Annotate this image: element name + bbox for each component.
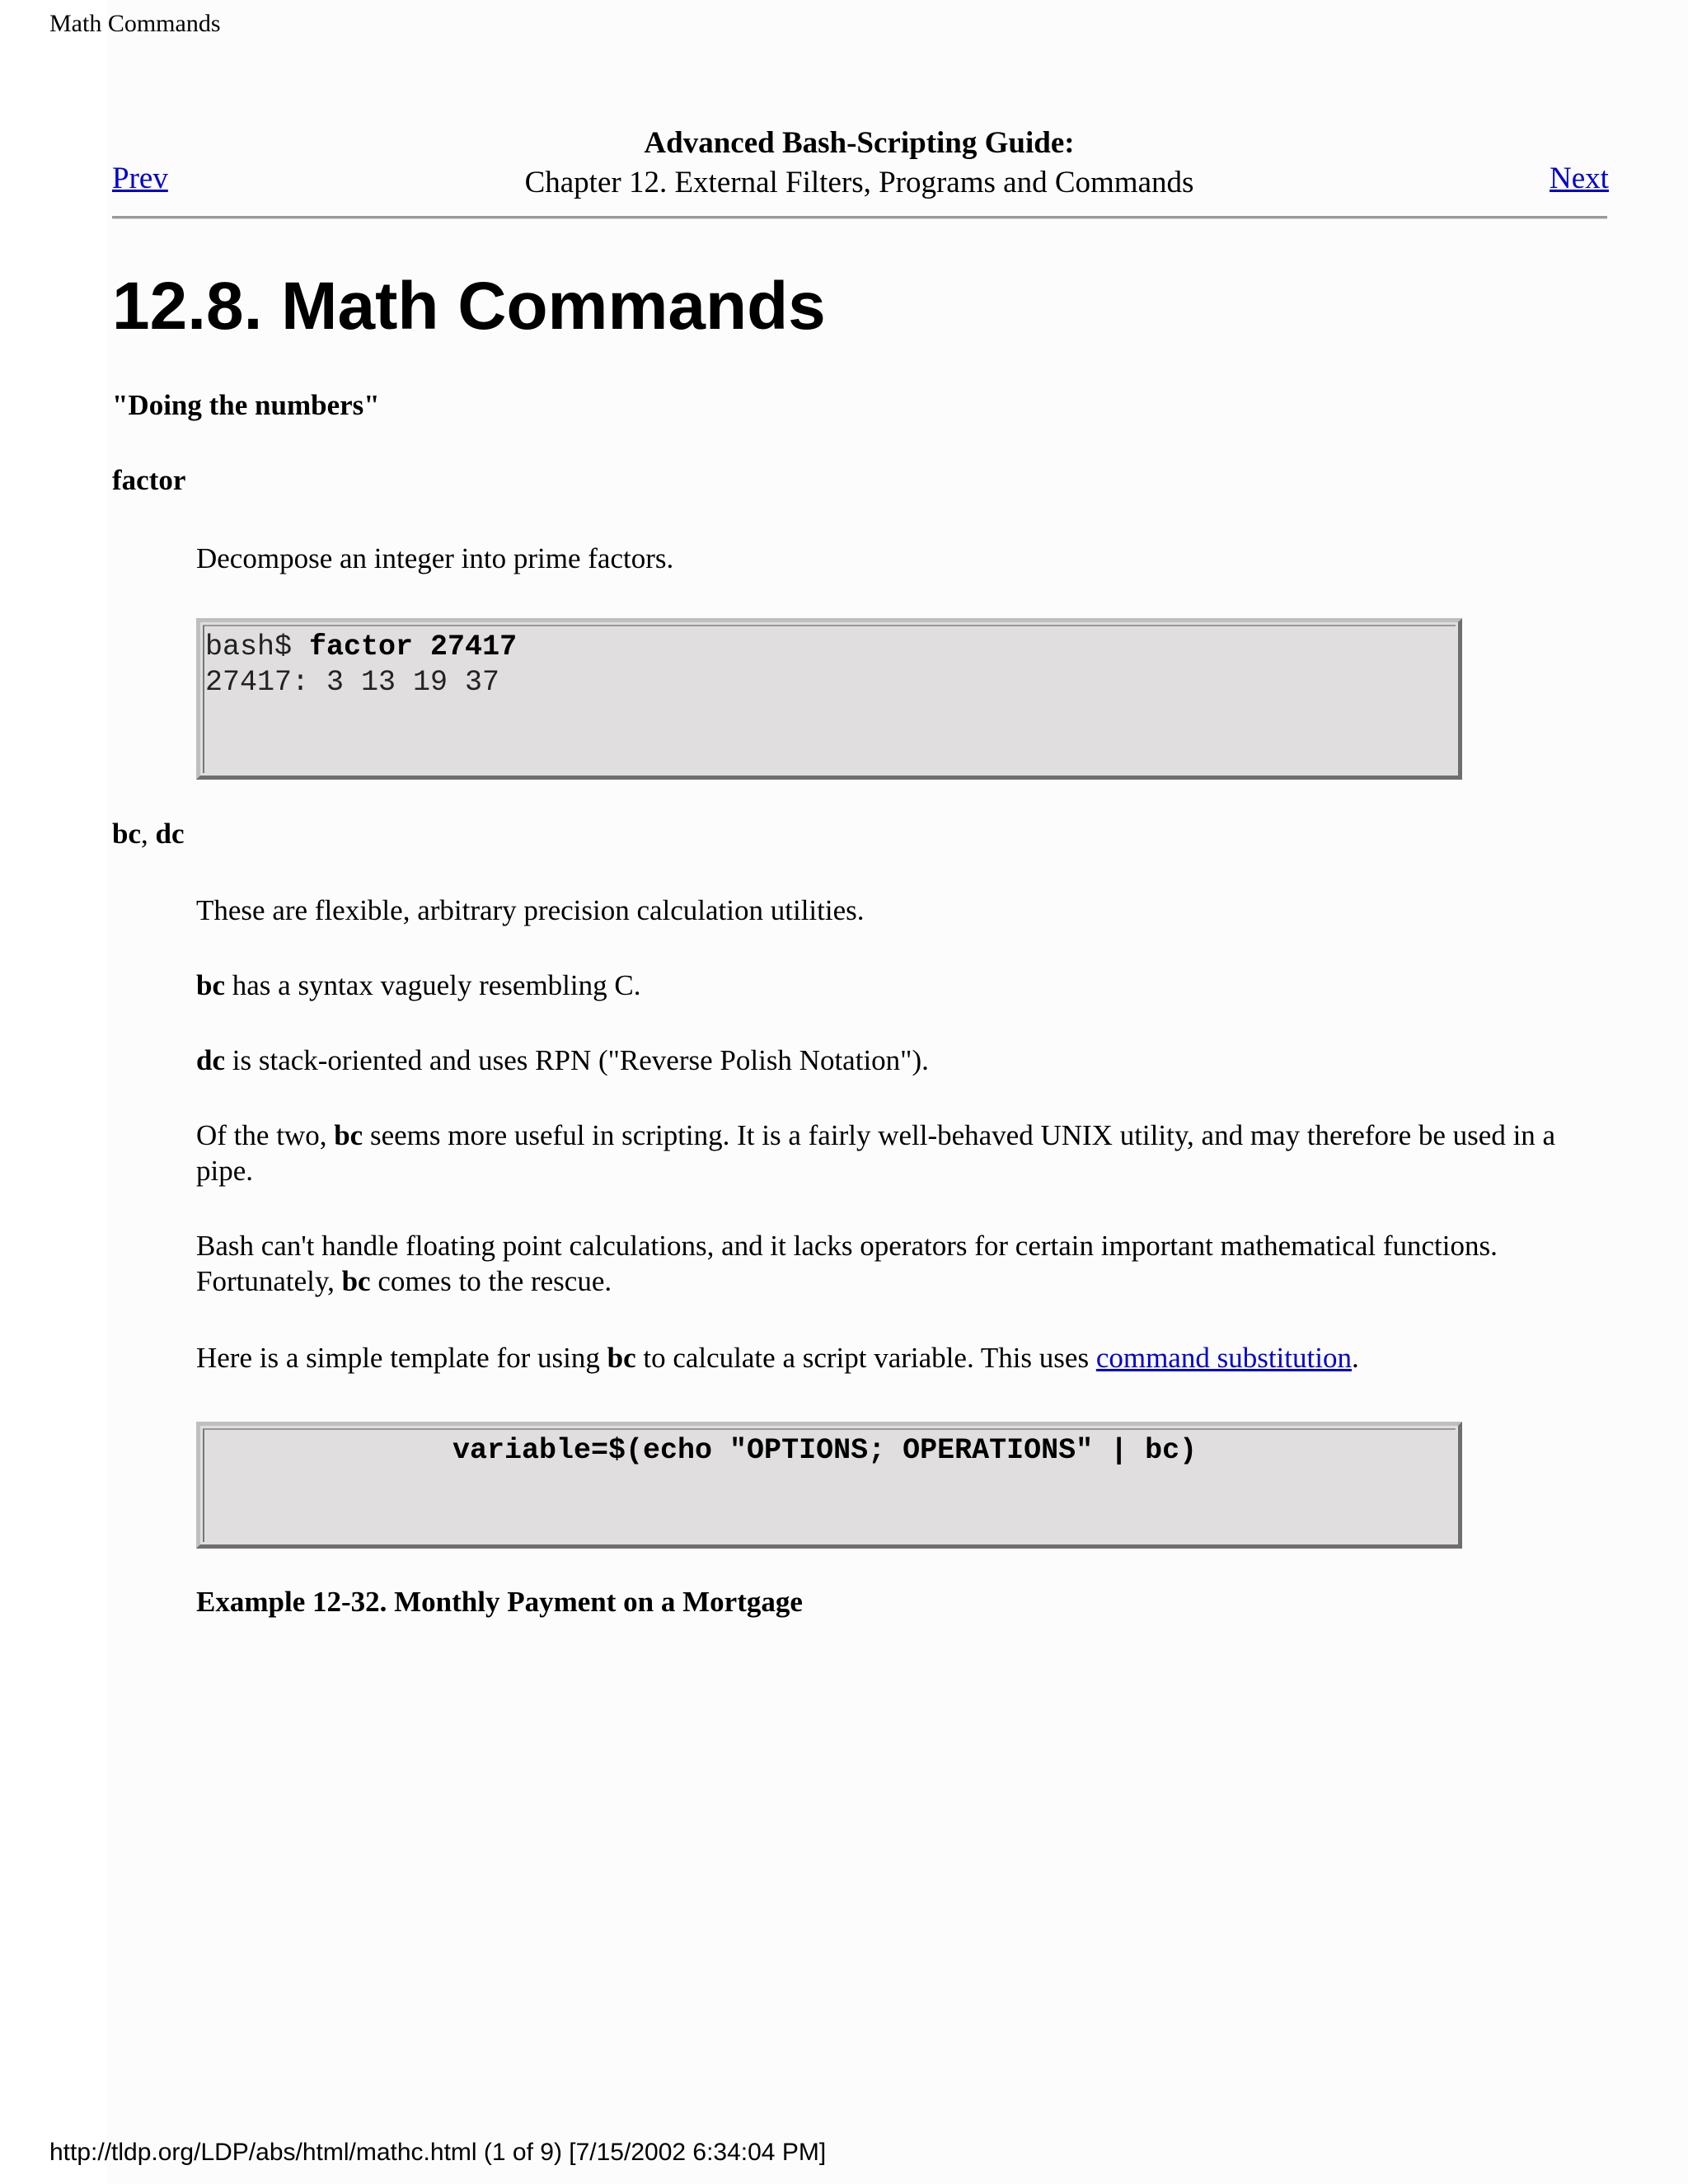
paragraph-text: has a syntax vaguely resembling C. — [225, 969, 641, 1001]
guide-title: Advanced Bash-Scripting Guide: — [644, 126, 1075, 160]
bc-command: bc — [341, 1265, 371, 1297]
factor-example-box — [196, 618, 1462, 780]
template-paragraph — [196, 1340, 1610, 1376]
bc-command: bc — [334, 1119, 363, 1151]
next-link[interactable]: Next — [1550, 162, 1609, 195]
paragraph-text: to calculate a script variable. This uses — [635, 1342, 1096, 1374]
template-code-box — [196, 1422, 1462, 1549]
bc-command: bc — [196, 969, 225, 1001]
term-separator: , — [141, 818, 156, 850]
navigation-header — [0, 124, 1688, 203]
prev-link[interactable]: Prev — [112, 162, 168, 195]
factor-output: 27417: 3 13 19 37 — [205, 666, 500, 699]
chapter-title: Chapter 12. External Filters, Programs and Commands — [524, 166, 1194, 199]
factor-command: factor 27417 — [309, 630, 518, 663]
header-divider — [112, 216, 1607, 219]
bc-dc-description: These are flexible, arbitrary precision calculation utilities. — [196, 894, 865, 926]
term-factor: factor — [112, 464, 186, 496]
paragraph-text: comes to the rescue. — [370, 1265, 612, 1297]
term-dc: dc — [155, 818, 185, 850]
example-title: Example 12-32. Monthly Payment on a Mortgage — [196, 1586, 803, 1618]
dc-rpn-paragraph — [196, 1043, 1610, 1078]
running-header: Math Commands — [49, 10, 221, 37]
bc-syntax-paragraph — [196, 968, 1610, 1003]
template-code: variable=$(echo "OPTIONS; OPERATIONS" | bc) — [452, 1434, 1198, 1467]
running-footer: http://tldp.org/LDP/abs/html/mathc.html (1 of 9) [7/15/2002 6:34:04 PM] — [49, 2139, 827, 2166]
paragraph-text: seems more useful in scripting. It is a fairly well-behaved UNIX utility, and may therefore be used in a pipe. — [196, 1119, 1556, 1187]
factor-example-code — [205, 630, 517, 701]
section-epigraph: "Doing the numbers" — [112, 389, 380, 421]
floating-point-paragraph — [196, 1228, 1610, 1299]
paragraph-text: Here is a simple template for using — [196, 1342, 607, 1374]
term-bc-dc — [112, 816, 185, 852]
bc-command: bc — [607, 1342, 636, 1374]
section-title: 12.8. Math Commands — [112, 269, 826, 344]
term-bc: bc — [112, 818, 141, 850]
paragraph-text: Bash can't handle floating point calculations, and it lacks operators for certain important mathematical functions. Fortunately, — [196, 1230, 1498, 1297]
bc-scripting-paragraph — [196, 1118, 1610, 1188]
dc-command: dc — [196, 1044, 225, 1076]
paragraph-text: . — [1351, 1342, 1359, 1374]
factor-description: Decompose an integer into prime factors. — [196, 542, 674, 574]
paragraph-text: Of the two, — [196, 1119, 335, 1151]
shell-prompt: bash$ — [205, 630, 310, 663]
command-substitution-link[interactable]: command substitution — [1095, 1342, 1352, 1374]
paragraph-text: is stack-oriented and uses RPN ("Reverse Polish Notation"). — [225, 1044, 929, 1076]
